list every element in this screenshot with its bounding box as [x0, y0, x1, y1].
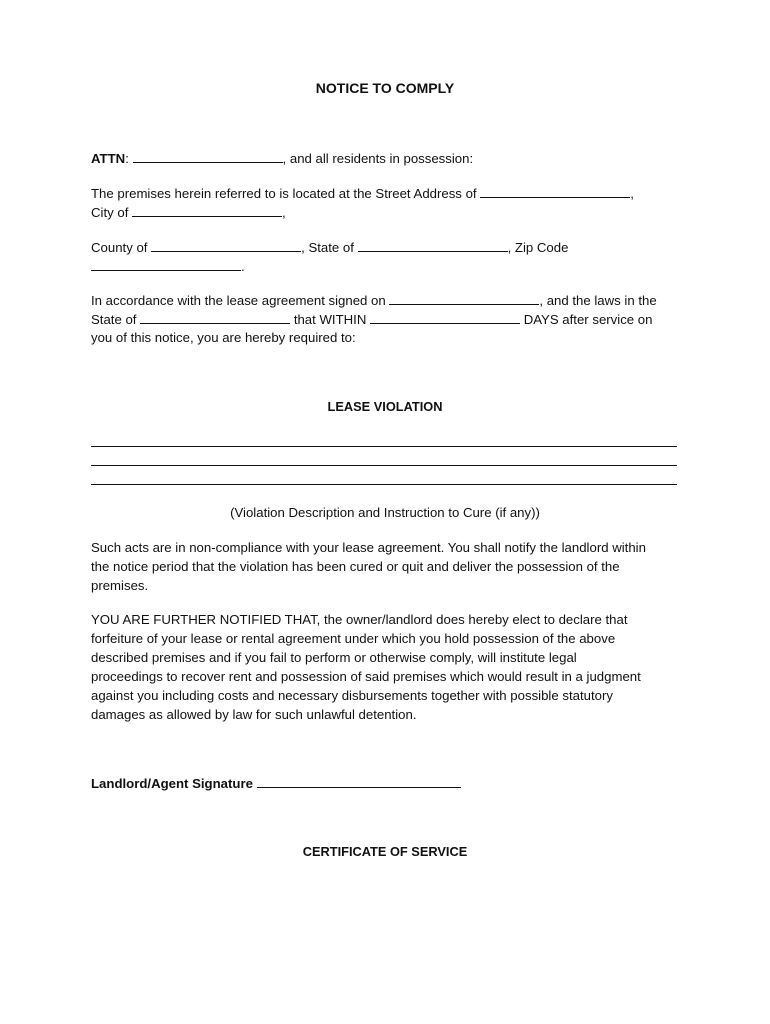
lease-date-blank[interactable] — [389, 292, 539, 305]
zip-blank[interactable] — [91, 258, 241, 271]
lease-line-3: you of this notice, you are hereby required to: — [91, 330, 356, 345]
further-line-3: described premises and if you fail to perform or otherwise comply, will institute legal — [91, 650, 577, 665]
lease-text-c: State of — [91, 312, 137, 327]
attn-line — [91, 150, 473, 167]
city-label: City of — [91, 205, 129, 220]
violation-line-1[interactable] — [91, 446, 677, 447]
lease-state-blank[interactable] — [140, 311, 290, 324]
county-line — [91, 239, 568, 256]
violation-heading: LEASE VIOLATION — [327, 399, 443, 414]
violation-caption: (Violation Description and Instruction to Cure (if any)) — [230, 505, 540, 520]
zip-line — [91, 258, 245, 275]
lease-line-2 — [91, 311, 652, 328]
zip-period: . — [241, 259, 245, 274]
noncompliance-line-3: premises. — [91, 578, 149, 593]
state-label: , State of — [301, 240, 354, 255]
noncompliance-line-2: the notice period that the violation has been cured or quit and deliver the possession of the — [91, 559, 620, 574]
premises-text: The premises herein referred to is located at the Street Address of — [91, 186, 477, 201]
further-line-5: against you including costs and necessary disbursements together with possible statutory — [91, 688, 613, 703]
noncompliance-line-1: Such acts are in non-compliance with your lease agreement. You shall notify the landlord within — [91, 540, 646, 555]
county-label: County of — [91, 240, 148, 255]
street-address-blank[interactable] — [480, 185, 630, 198]
city-line — [91, 204, 286, 221]
lease-line-1 — [91, 292, 657, 309]
signature-line — [91, 775, 461, 792]
premises-line — [91, 185, 634, 202]
lease-text-a: In accordance with the lease agreement signed on — [91, 293, 386, 308]
premises-comma: , — [630, 186, 634, 201]
violation-line-2[interactable] — [91, 465, 677, 466]
state-blank[interactable] — [358, 239, 508, 252]
certificate-heading: CERTIFICATE OF SERVICE — [302, 844, 468, 859]
zip-label: , Zip Code — [507, 240, 569, 255]
signature-blank[interactable] — [257, 775, 461, 788]
attn-name-blank[interactable] — [133, 150, 283, 163]
county-blank[interactable] — [151, 239, 301, 252]
further-line-1: YOU ARE FURTHER NOTIFIED THAT, the owner/landlord does hereby elect to declare that — [91, 612, 628, 627]
further-line-6: damages as allowed by law for such unlawful detention. — [91, 707, 417, 722]
lease-text-e: DAYS after service on — [523, 312, 653, 327]
attn-after: , and all residents in possession: — [282, 151, 474, 166]
further-line-4: proceedings to recover rent and possession of said premises which would result in a judgment — [91, 669, 641, 684]
city-blank[interactable] — [132, 204, 282, 217]
city-comma: , — [282, 205, 286, 220]
document-title: NOTICE TO COMPLY — [315, 80, 455, 96]
lease-text-b: , and the laws in the — [539, 293, 657, 308]
signature-label: Landlord/Agent Signature — [91, 776, 253, 791]
violation-line-3[interactable] — [91, 484, 677, 485]
lease-text-d: that WITHIN — [293, 312, 367, 327]
further-line-2: forfeiture of your lease or rental agreement under which you hold possession of the above — [91, 631, 616, 646]
attn-label: ATTN — [91, 151, 126, 166]
attn-colon: : — [125, 151, 129, 166]
days-blank[interactable] — [370, 311, 520, 324]
